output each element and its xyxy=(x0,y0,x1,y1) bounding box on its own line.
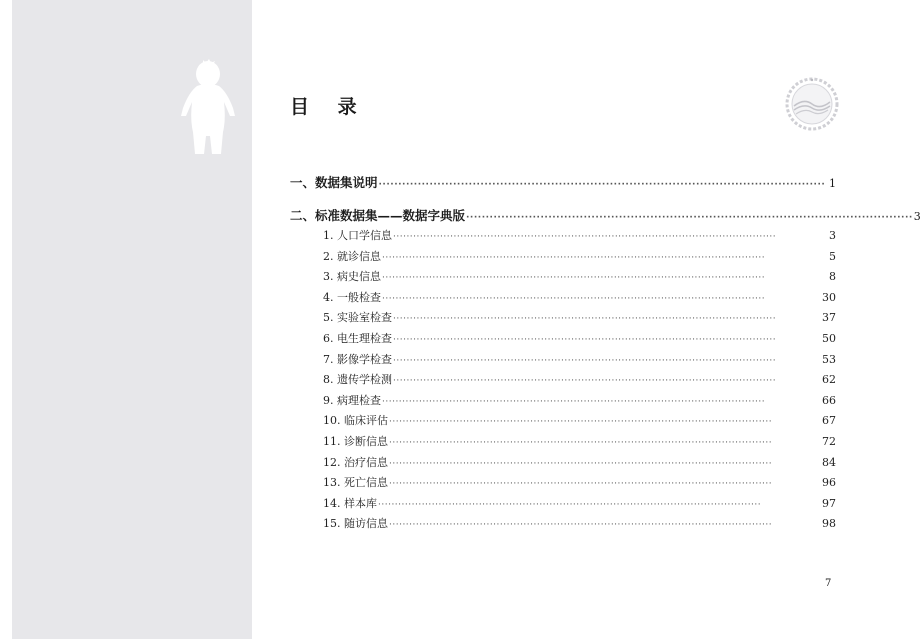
page-title: 目 录 xyxy=(290,96,368,118)
toc-item[interactable] xyxy=(290,473,836,494)
toc-page-number: 1 xyxy=(829,177,836,190)
toc-item-label: 9. 病理检查 xyxy=(323,393,381,407)
toc-page-number: 5 xyxy=(829,249,836,263)
toc-item[interactable] xyxy=(290,514,836,535)
toc-item-label: 5. 实验室检查 xyxy=(323,311,392,325)
toc-item[interactable] xyxy=(290,411,836,432)
toc-item-label: 2. 就诊信息 xyxy=(323,249,381,263)
dot-leader: ·················································································································· xyxy=(389,520,773,531)
sidebar-panel xyxy=(12,0,252,639)
toc-item-label: 13. 死亡信息 xyxy=(323,476,388,490)
baby-silhouette-icon xyxy=(177,58,237,156)
dot-leader: ·················································································································· xyxy=(393,232,777,242)
dot-leader: ·················································································································· xyxy=(393,334,777,345)
dot-leader: ·················································································································· xyxy=(389,417,773,428)
dot-leader: ·················································································································· xyxy=(393,355,777,366)
toc-item-label: 11. 诊断信息 xyxy=(323,434,388,448)
dot-leader: ·················································································································· xyxy=(466,213,913,223)
circular-emblem-icon xyxy=(784,76,840,132)
dot-leader: ·················································································································· xyxy=(382,293,766,304)
toc-section-label: 二、标准数据集——数据字典版 xyxy=(290,208,466,223)
dot-leader: ·················································································································· xyxy=(393,314,777,325)
toc-page-number: 30 xyxy=(822,290,836,304)
toc-page-number: 8 xyxy=(829,270,836,284)
toc-item-label: 3. 病史信息 xyxy=(323,270,381,284)
dot-leader: ·················································································································· xyxy=(378,180,826,190)
toc-item[interactable] xyxy=(290,288,836,309)
toc-item-label: 7. 影像学检查 xyxy=(323,352,392,366)
toc-page-number: 3 xyxy=(913,210,921,223)
dot-leader: ·················································································································· xyxy=(382,252,766,263)
toc-item[interactable] xyxy=(290,267,836,288)
toc-item-label: 10. 临床评估 xyxy=(323,414,388,428)
toc-page-number: 67 xyxy=(822,414,836,428)
toc-item[interactable] xyxy=(290,329,836,350)
toc-page-number: 97 xyxy=(822,496,836,510)
toc-item-label: 6. 电生理检查 xyxy=(323,331,392,345)
toc-item-label: 14. 样本库 xyxy=(323,496,377,510)
toc-page-number: 66 xyxy=(822,393,836,407)
toc-item[interactable] xyxy=(290,247,836,268)
toc-page-number: 98 xyxy=(822,517,836,531)
toc-item[interactable] xyxy=(290,226,836,247)
toc-item[interactable] xyxy=(290,308,836,329)
toc-item[interactable] xyxy=(290,350,836,371)
dot-leader: ·················································································································· xyxy=(382,273,766,284)
toc-item[interactable] xyxy=(290,494,836,515)
toc-page-number: 72 xyxy=(822,434,836,448)
toc-item[interactable] xyxy=(290,453,836,474)
dot-leader: ·················································································································· xyxy=(378,499,762,510)
dot-leader: ·················································································································· xyxy=(382,396,766,407)
dot-leader: ·················································································································· xyxy=(389,479,773,490)
toc-section-label: 一、数据集说明 xyxy=(290,175,378,190)
page-number: 7 xyxy=(825,578,832,589)
toc-page-number: 37 xyxy=(822,311,836,325)
toc-item-label: 1. 人口学信息 xyxy=(323,229,392,242)
toc-section-1[interactable] xyxy=(290,172,836,193)
toc-page-number: 84 xyxy=(822,455,836,469)
toc-page-number: 96 xyxy=(822,476,836,490)
toc-item[interactable] xyxy=(290,391,836,412)
dot-leader: ·················································································································· xyxy=(389,437,773,448)
table-of-contents xyxy=(290,172,921,535)
toc-item-label: 8. 遗传学检测 xyxy=(323,373,392,387)
toc-item[interactable] xyxy=(290,370,836,391)
dot-leader: ·················································································································· xyxy=(393,376,777,387)
toc-page-number: 3 xyxy=(829,229,836,242)
toc-item-label: 12. 治疗信息 xyxy=(323,455,388,469)
toc-page-number: 50 xyxy=(822,331,836,345)
toc-item-label: 15. 随访信息 xyxy=(323,517,388,531)
dot-leader: ·················································································································· xyxy=(389,458,773,469)
toc-page-number: 62 xyxy=(822,373,836,387)
toc-item-label: 4. 一般检查 xyxy=(323,290,381,304)
toc-page-number: 53 xyxy=(822,352,836,366)
toc-section-2[interactable] xyxy=(290,205,921,226)
toc-item[interactable] xyxy=(290,432,836,453)
